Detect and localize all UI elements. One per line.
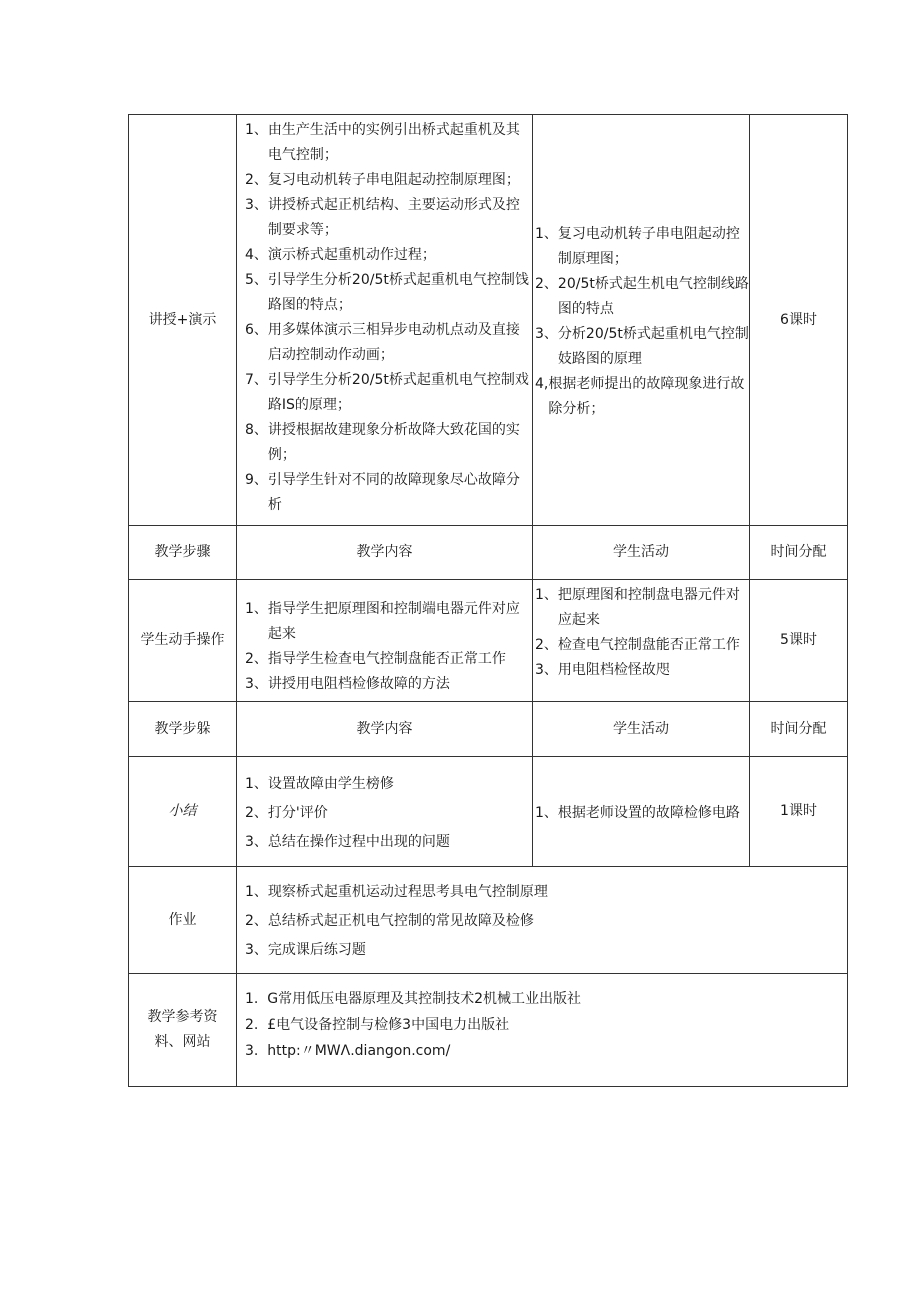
- item-text: 复习电动机转子串电阻起动控制原理图；: [557, 225, 740, 267]
- list-item: [245, 672, 532, 697]
- header-time-label: 时间分配: [770, 720, 827, 737]
- content-cell: [237, 867, 847, 973]
- step-label: 讲授+演示: [148, 311, 217, 328]
- item-text: 根据老师设置的故障检修电路: [557, 804, 740, 821]
- item-text: 用多媒体演示三相异步电动机点动及直接启动控制动作动画；: [267, 322, 520, 363]
- header-time: [750, 702, 847, 756]
- item-text: 讲授用电阻档检修故障的方法: [267, 675, 450, 692]
- header-step: [129, 702, 237, 756]
- time-cell: [750, 115, 847, 525]
- item-number: 3、: [245, 942, 268, 958]
- time-label: 1课时: [780, 803, 817, 819]
- header-time-label: 时间分配: [770, 544, 827, 560]
- header-row: [128, 701, 848, 756]
- item-number: 2、: [535, 637, 558, 653]
- list-item: [535, 272, 749, 322]
- item-number: 3、: [245, 675, 268, 692]
- item-number: 4,: [535, 375, 549, 392]
- item-number: 1、: [245, 884, 268, 900]
- lesson-plan-table: [128, 114, 848, 1087]
- item-number: 1、: [245, 775, 268, 792]
- list-item: [245, 418, 532, 468]
- list-item: [245, 368, 532, 418]
- list-item: [245, 468, 532, 518]
- item-number: 5、: [245, 272, 268, 288]
- header-step: [129, 526, 237, 579]
- item-text: 根据老师提出的故障现象进行故除分析；: [548, 375, 745, 417]
- step-cell: [129, 757, 237, 866]
- item-number: 2、: [245, 913, 268, 929]
- list-item: [535, 801, 749, 826]
- header-activity-label: 学生活动: [613, 544, 669, 560]
- item-text: 检查电气控制盘能否正常工作: [557, 637, 740, 653]
- item-number: 1、: [535, 804, 558, 821]
- item-number: 4、: [245, 247, 268, 263]
- header-content: [237, 526, 533, 579]
- item-text: 由生产生活中的实例引出桥式起重机及其电气控制；: [267, 122, 520, 163]
- header-content: [237, 702, 533, 756]
- step-cell: [129, 580, 237, 701]
- item-number: 2、: [245, 804, 268, 821]
- header-time: [750, 526, 847, 579]
- item-number: 1.: [245, 991, 268, 1007]
- item-number: 7、: [245, 372, 268, 388]
- list-item: [535, 322, 749, 372]
- step-label: 作业: [168, 911, 197, 928]
- header-content-label: 教学内容: [356, 720, 413, 737]
- content-cell: [237, 757, 533, 866]
- item-number: 3、: [535, 662, 558, 678]
- item-text: 总结在操作过程中出现的问题: [267, 833, 450, 850]
- list-item: [245, 986, 847, 1012]
- header-step-label: 教学步骤: [154, 544, 211, 560]
- item-text[interactable]: http:〃MWΛ.diangon.com/: [267, 1043, 451, 1059]
- item-text: 引导学生分析20∕5t桥式起重机电气控制饯路图的特点；: [267, 272, 529, 313]
- item-number: 8、: [245, 422, 268, 438]
- item-text: G常用低压电器原理及其控制技术2机械工业出版社: [267, 991, 582, 1007]
- item-text: 设置故障由学生榜修: [267, 775, 394, 792]
- item-text: 指导学生检查电气控制盘能否正常工作: [267, 650, 506, 667]
- activity-cell: [533, 757, 750, 866]
- item-number: 6、: [245, 322, 268, 338]
- list-item: [245, 243, 532, 268]
- list-item: [535, 372, 749, 422]
- list-item: [245, 770, 532, 799]
- item-text: 用电阻档检怪故咫: [557, 662, 670, 678]
- item-text: 讲授桥式起正机结构、主要运动形式及控制要求等；: [267, 197, 520, 238]
- time-cell: [750, 580, 847, 701]
- item-text: 分析20∕5t桥式起重机电气控制妓路图的原理: [557, 325, 749, 367]
- item-text: 引导学生针对不同的故障现象尽心故障分析: [267, 472, 520, 513]
- step-label: 小结: [168, 803, 197, 819]
- item-number: 3、: [535, 325, 558, 342]
- item-text: 完成课后练习题: [267, 942, 366, 958]
- item-number: 1、: [535, 225, 558, 242]
- header-activity: [533, 702, 750, 756]
- activity-cell: [533, 115, 750, 525]
- item-number: 1、: [245, 122, 268, 138]
- list-item: [245, 118, 532, 168]
- time-cell: [750, 757, 847, 866]
- header-step-label: 教学步躲: [154, 720, 211, 737]
- item-text: 现察桥式起重机运动过程思考具电气控制原理: [267, 884, 548, 900]
- row-references: [128, 973, 848, 1087]
- list-item: [535, 633, 749, 658]
- item-number: 2、: [535, 275, 558, 292]
- step-cell: [129, 115, 237, 525]
- item-number: 2、: [245, 172, 268, 188]
- step-label: 学生动手操作: [140, 632, 225, 648]
- content-cell: [237, 115, 533, 525]
- header-activity-label: 学生活动: [613, 720, 669, 737]
- item-number: 2.: [245, 1017, 268, 1033]
- activity-cell: [533, 580, 750, 701]
- row-practice: [128, 579, 848, 701]
- item-text: £电气设备控制与检修3中国电力出版社: [267, 1017, 510, 1033]
- list-item: [245, 878, 847, 907]
- item-text: 演示桥式起重机动作过程；: [267, 247, 436, 263]
- list-item: [245, 1012, 847, 1038]
- time-label: 5课时: [780, 632, 817, 648]
- content-cell: [237, 974, 847, 1086]
- list-item: [245, 268, 532, 318]
- step-cell: [129, 867, 237, 973]
- item-number: 1、: [535, 587, 558, 603]
- item-text: 讲授根据故建现象分析故降大致花国的实例；: [267, 422, 520, 463]
- item-text: 引导学生分析20∕5t桥式起重机电气控制戏路IS的原理；: [267, 372, 529, 413]
- step-cell: [129, 974, 237, 1086]
- item-number: 3、: [245, 833, 268, 850]
- list-item: [245, 907, 847, 936]
- item-number: 9、: [245, 472, 268, 488]
- item-text: 打分'评价: [267, 804, 328, 821]
- header-activity: [533, 526, 750, 579]
- list-item: [245, 647, 532, 672]
- item-number: 3、: [245, 197, 268, 213]
- list-item: [535, 583, 749, 633]
- step-label: 教学参考资料、网站: [147, 1009, 218, 1050]
- item-number: 1、: [245, 600, 268, 617]
- item-text: 总结桥式起正机电气控制的常见故障及检修: [267, 913, 534, 929]
- list-item: [245, 936, 847, 965]
- list-item: [535, 222, 749, 272]
- item-text: 指导学生把原理图和控制端电器元件对应起来: [267, 600, 520, 642]
- list-item: [245, 828, 532, 857]
- list-item: [245, 193, 532, 243]
- list-item: [245, 318, 532, 368]
- list-item: [245, 168, 532, 193]
- item-text: 20∕5t桥式起生机电气控制线路图的特点: [557, 275, 749, 317]
- list-item: [245, 799, 532, 828]
- time-label: 6课时: [780, 311, 817, 328]
- header-content-label: 教学内容: [356, 544, 413, 560]
- list-item: [535, 658, 749, 683]
- item-number: 3.: [245, 1043, 268, 1059]
- content-cell: [237, 580, 533, 701]
- list-item: [245, 597, 532, 647]
- row-homework: [128, 866, 848, 973]
- row-summary: [128, 756, 848, 866]
- reference-link[interactable]: [245, 1038, 847, 1064]
- row-lecture: [128, 114, 848, 525]
- header-row: [128, 525, 848, 579]
- item-text: 复习电动机转子串电阻起动控制原理图；: [267, 172, 520, 188]
- item-text: 把原理图和控制盘电器元件对应起来: [557, 587, 740, 628]
- item-number: 2、: [245, 650, 268, 667]
